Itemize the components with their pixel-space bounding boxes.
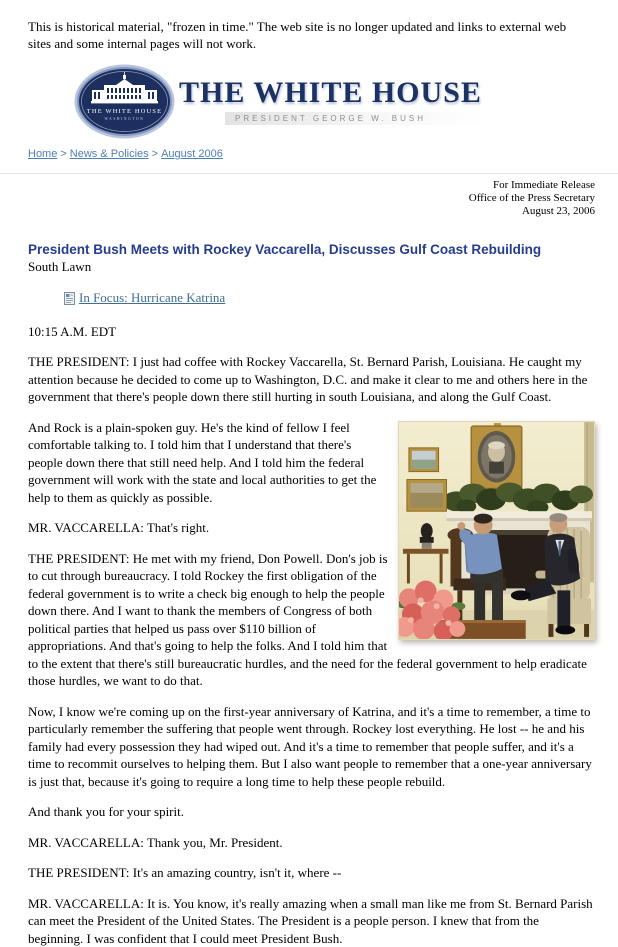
breadcrumb-separator: > — [60, 148, 66, 160]
breadcrumb — [28, 148, 618, 160]
in-focus-hurricane-katrina-link[interactable]: In Focus: Hurricane Katrina — [79, 290, 225, 306]
brand-subtitle: PRESIDENT GEORGE W. BUSH — [225, 112, 486, 125]
paragraph: And thank you for your spirit. — [28, 803, 595, 821]
masthead — [74, 64, 618, 139]
paragraph: Now, I know we're coming up on the first-year anniversary of Katrina, and it's a time to remember, a time to particularly remember the suffering that people went through. Rockey lost everything. He lost -- he and his family had every possession they had wiped out. And it's a time to remember that people suffer, and it's a time to recommit ourselves to helping them. But I also want people to remember that a one-year anniversary is just that, because it's going to require a long time to help these people rebuild. — [28, 703, 595, 791]
paragraph: THE PRESIDENT: I just had coffee with Rockey Vaccarella, St. Bernard Parish, Louisiana. He caught my attention because he decided to come up to Washington, D.C. and make it clear to me and others here in the government that there's people down there still hurting in south Louisiana, and along the Gulf Coast. — [28, 353, 595, 406]
whitehouse-seal-logo[interactable] — [74, 64, 175, 139]
paragraph: And Rock is a plain-spoken guy. He's the kind of fellow I feel comfortable talking to. I told him that I understand that there's people down there that still need help. And I told him the federal government will work with the state and local authorities to get the help to them as quickly as possible. — [28, 419, 595, 507]
release-line-2: Office of the Press Secretary — [0, 192, 595, 205]
washington-portrait — [471, 423, 521, 488]
article-body — [28, 353, 595, 947]
in-focus-row — [64, 290, 595, 306]
brand-title: THE WHITE HOUSE — [179, 78, 486, 108]
brand-text-block — [179, 78, 486, 126]
oval-office-photo[interactable] — [398, 421, 595, 640]
frozen-in-time-disclaimer: This is historical material, "frozen in time." The web site is no longer updated and links to external web sites and some internal pages will not work. — [0, 0, 618, 52]
breadcrumb-link-august-2006[interactable]: August 2006 — [161, 148, 223, 160]
timestamp: 10:15 A.M. EDT — [28, 324, 595, 340]
release-info — [0, 179, 595, 218]
paragraph: THE PRESIDENT: He met with my friend, Don Powell. Don's job is to cut through bureaucracy. I told Rockey the first obligation of the federal government is to write a check big enough to help the people down there. And I want to thank the members of Congress of both political parties that helped us pass over $110 billion of appropriations. And that's going to help the folks. And I told him that to the extent that there's still bureaucratic hurdles, and the need for the federal government to help eradicate those hurdles, we want to do that. — [28, 550, 595, 690]
paragraph: MR. VACCARELLA: Thank you, Mr. President. — [28, 834, 595, 852]
seal-text-washington: WASHINGTON — [105, 117, 145, 121]
release-date: August 23, 2006 — [0, 205, 595, 218]
seal-text-whitehouse: THE WHITE HOUSE — [87, 108, 162, 115]
paragraph: THE PRESIDENT: It's an amazing country, isn't it, where -- — [28, 864, 595, 882]
page-title: President Bush Meets with Rockey Vaccarella, Discusses Gulf Coast Rebuilding — [28, 242, 595, 258]
breadcrumb-link-home[interactable]: Home — [28, 148, 57, 160]
article — [28, 242, 595, 947]
breadcrumb-link-news-policies[interactable]: News & Policies — [70, 148, 149, 160]
document-icon — [64, 292, 75, 305]
release-line-1: For Immediate Release — [0, 179, 595, 192]
article-location: South Lawn — [28, 259, 595, 275]
paragraph: MR. VACCARELLA: That's right. — [28, 519, 595, 537]
header-divider — [0, 173, 618, 174]
paragraph: MR. VACCARELLA: It is. You know, it's really amazing when a small man like me from St. Bernard Parish can meet the President of the United States. The President is a people person. I knew that from the beginning. I was confident that I could meet President Bush. — [28, 895, 595, 947]
breadcrumb-separator: > — [152, 148, 158, 160]
